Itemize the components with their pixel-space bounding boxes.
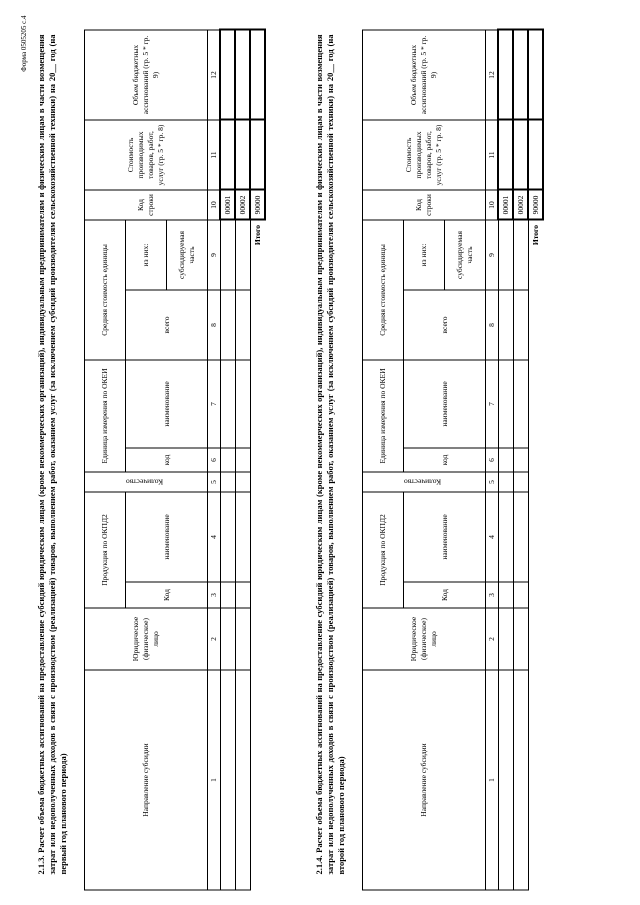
col-number: 7 xyxy=(486,360,499,448)
header-product-group: Продукция по ОКПД2 xyxy=(85,492,126,608)
header-unit-code: код xyxy=(404,448,486,472)
header-legal-person: Юридическое (физическое) лицо xyxy=(85,608,208,670)
header-total: всего xyxy=(404,290,486,360)
header-value: Стоимость производимых товаров, работ, услуг (гр. 5 * гр. 8) xyxy=(85,120,208,190)
row-code: 00001 xyxy=(220,190,235,220)
col-number: 8 xyxy=(486,290,499,360)
col-number: 5 xyxy=(208,472,221,492)
col-number: 10 xyxy=(208,190,221,220)
header-subsidized: субсидируемая часть xyxy=(445,220,486,290)
col-number: 6 xyxy=(208,448,221,472)
header-subsidized: субсидируемая часть xyxy=(167,220,208,290)
col-number: 5 xyxy=(486,472,499,492)
col-number: 3 xyxy=(208,582,221,608)
header-of-which: из них: xyxy=(404,220,445,290)
total-label: Итого xyxy=(252,224,262,246)
total-label: Итого xyxy=(530,224,540,246)
calculation-table-2-1-3 xyxy=(84,29,266,891)
header-product-code: Код xyxy=(126,582,208,608)
total-row xyxy=(250,30,265,890)
header-budget: Объем бюджетных ассигнований (гр. 5 * гр. 9) xyxy=(363,30,486,120)
header-unit-group: Единица измерения по ОКЕИ xyxy=(85,360,126,472)
total-row xyxy=(528,30,543,890)
col-number: 1 xyxy=(208,670,221,890)
header-total: всего xyxy=(126,290,208,360)
row-code: 00001 xyxy=(498,190,513,220)
col-number: 12 xyxy=(486,30,499,120)
header-unit-name: наименование xyxy=(404,360,486,448)
section-heading-2-1-3: 2.1.3. Расчет объема бюджетных ассигнований на предоставление субсидий юридическим лицам (кроме некоммерческих организаций), индивидуальным предпринимателям и физическим лицам в части возмещения затрат или недополученных доходов в связи с производством (реализацией) товаров, выполнением работ, оказанием услуг (за исключением субсидий производителям сельскохозяйственной техники) на 20__ год (на первый год планового периода) xyxy=(36,34,68,875)
form-code: Форма 0505205 с.4 xyxy=(20,15,28,72)
header-avg-cost: Средняя стоимость единицы xyxy=(85,220,126,360)
col-number: 3 xyxy=(486,582,499,608)
header-product-code: Код xyxy=(404,582,486,608)
col-number: 10 xyxy=(486,190,499,220)
col-number: 12 xyxy=(208,30,221,120)
col-number: 8 xyxy=(208,290,221,360)
col-number: 4 xyxy=(208,492,221,582)
total-code: 90000 xyxy=(250,190,265,220)
header-direction: Направление субсидии xyxy=(85,670,208,890)
table-row xyxy=(220,30,235,890)
header-unit-code: код xyxy=(126,448,208,472)
section-heading-2-1-4: 2.1.4. Расчет объема бюджетных ассигнований на предоставление субсидий юридическим лицам (кроме некоммерческих организаций), индивидуальным предпринимателям и физическим лицам в части возмещения затрат или недополученных доходов в связи с производством (реализацией) товаров, выполнением работ, оказанием услуг (за исключением субсидий производителям сельскохозяйственной техники) на 20__ год (на второй год планового периода) xyxy=(314,34,346,875)
header-line-code: Код строки xyxy=(363,190,486,220)
table-row xyxy=(235,30,250,890)
header-budget: Объем бюджетных ассигнований (гр. 5 * гр. 9) xyxy=(85,30,208,120)
col-number: 9 xyxy=(486,220,499,290)
header-avg-cost: Средняя стоимость единицы xyxy=(363,220,404,360)
total-code: 90000 xyxy=(528,190,543,220)
header-quantity: Количество xyxy=(363,472,486,492)
header-legal-person: Юридическое (физическое) лицо xyxy=(363,608,486,670)
header-product-name: наименование xyxy=(404,492,486,582)
col-number: 1 xyxy=(486,670,499,890)
col-number: 9 xyxy=(208,220,221,290)
header-direction: Направление субсидии xyxy=(363,670,486,890)
calculation-table-2-1-4 xyxy=(362,29,544,891)
col-number: 11 xyxy=(208,120,221,190)
column-number-row xyxy=(486,30,499,890)
column-number-row xyxy=(208,30,221,890)
col-number: 4 xyxy=(486,492,499,582)
col-number: 7 xyxy=(208,360,221,448)
col-number: 11 xyxy=(486,120,499,190)
header-line-code: Код строки xyxy=(85,190,208,220)
header-product-group: Продукция по ОКПД2 xyxy=(363,492,404,608)
col-number: 2 xyxy=(208,608,221,670)
header-product-name: наименование xyxy=(126,492,208,582)
header-unit-name: наименование xyxy=(126,360,208,448)
header-quantity: Количество xyxy=(85,472,208,492)
row-code: 00002 xyxy=(513,190,528,220)
col-number: 2 xyxy=(486,608,499,670)
table-row xyxy=(498,30,513,890)
header-of-which: из них: xyxy=(126,220,167,290)
table-row xyxy=(513,30,528,890)
col-number: 6 xyxy=(486,448,499,472)
row-code: 00002 xyxy=(235,190,250,220)
header-value: Стоимость производимых товаров, работ, услуг (гр. 5 * гр. 8) xyxy=(363,120,486,190)
header-unit-group: Единица измерения по ОКЕИ xyxy=(363,360,404,472)
